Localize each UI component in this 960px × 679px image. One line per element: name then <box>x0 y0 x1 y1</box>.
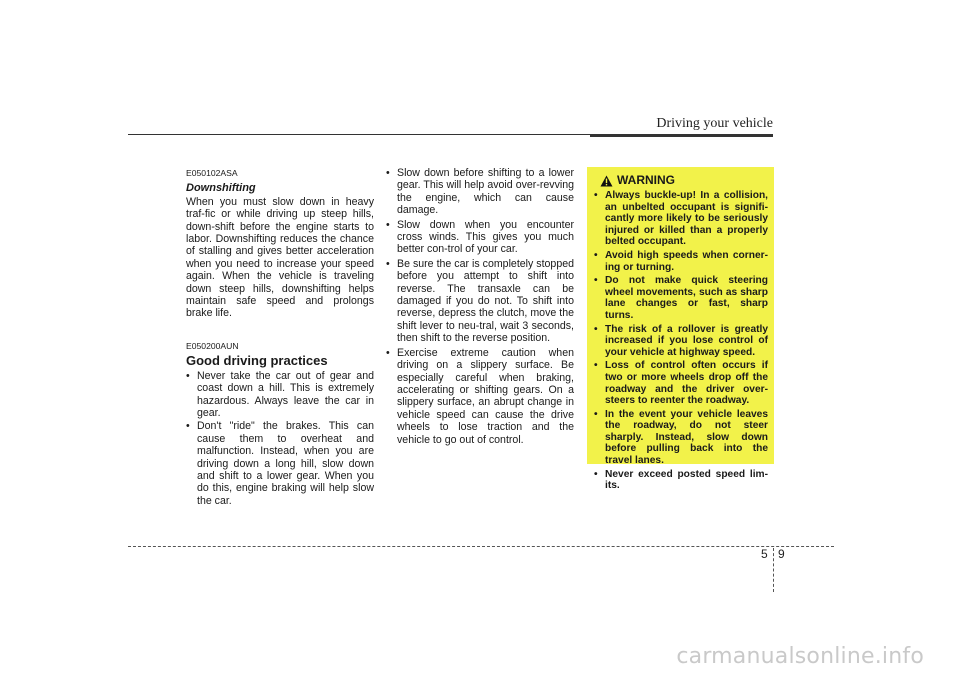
bullet-icon: • <box>186 420 190 433</box>
list-item: • Always buckle-up! In a collision, an unbelted occupant is signifi-cantly more likely to be seriously injured or killed than a properly belted occupant. <box>594 190 768 248</box>
section-title-good-driving: Good driving practices <box>186 353 328 369</box>
list-item: • Do not make quick steering wheel movements, such as sharp lane changes or fast, sharp turns. <box>594 275 768 321</box>
watermark: carmanualsonline.info <box>676 644 924 669</box>
page-number-divider <box>773 548 774 592</box>
section-code: E050102ASA <box>186 168 238 178</box>
list-item: • Slow down before shifting to a lower gear. This will help avoid over-revving the engine, which can cause damage. <box>386 167 574 217</box>
bullet-list-col2 <box>386 167 574 446</box>
warning-box <box>587 167 774 492</box>
list-item: • Avoid high speeds when corner-ing or turning. <box>594 249 768 273</box>
bullet-icon: • <box>386 167 390 179</box>
section-code: E050200AUN <box>186 340 239 351</box>
downshifting-paragraph: When you must slow down in heavy traf-fic or while driving up steep hills, down-shift before the engine starts to labor. Downshifting reduces the chance of stalling and gives better acceleration when you need to increase your speed again. When the vehicle is traveling down steep hills, downshifting helps maintain safe speed and prolongs brake life. <box>186 195 374 320</box>
bullet-icon: • <box>386 346 390 359</box>
list-item: • Don't "ride" the brakes. This can cause them to overheat and malfunction. Instead, when you are driving down a long hill, slow down and shift to a lower gear. When you do this, engine braking will help slow the car. <box>186 420 374 507</box>
footer-rule <box>128 546 834 547</box>
bullet-icon: • <box>594 468 598 480</box>
warning-header <box>600 175 768 187</box>
list-item: • Exercise extreme caution when driving on a slippery surface. Be especially careful when braking, accelerating or shifting gears. On a slippery surface, an abrupt change in vehicle speed can cause the drive wheels to lose traction and the vehicle to go out of control. <box>386 346 574 446</box>
list-item: • The risk of a rollover is greatly increased if you lose control of your vehicle at highway speed. <box>594 323 768 358</box>
bullet-icon: • <box>594 275 598 287</box>
page-number-chapter: 5 <box>761 547 768 561</box>
middle-column <box>386 167 574 448</box>
left-column <box>186 167 374 508</box>
bullet-list-col1 <box>186 370 374 507</box>
list-item: • Never exceed posted speed lim-its. <box>594 468 768 492</box>
warning-list <box>594 190 768 492</box>
bullet-icon: • <box>386 218 390 231</box>
list-item: • Be sure the car is completely stopped before you attempt to shift into reverse. The transaxle can be damaged if you do not. To shift into reverse, depress the clutch, move the shift lever to neu-tral, wait 3 seconds, then shift to the reverse position. <box>386 257 574 345</box>
bullet-icon: • <box>594 360 598 372</box>
warning-title: WARNING <box>617 173 675 188</box>
bullet-icon: • <box>594 408 598 420</box>
page-header-title: Driving your vehicle <box>656 116 773 131</box>
bullet-icon: • <box>594 323 598 335</box>
bullet-icon: • <box>594 190 598 201</box>
list-item: • Loss of control often occurs if two or more wheels drop off the roadway and the driver over-steers to reenter the roadway. <box>594 360 768 407</box>
list-item: • Never take the car out of gear and coast down a hill. This is extremely hazardous. Always leave the car in gear. <box>186 369 374 419</box>
page-number-page: 9 <box>778 547 785 561</box>
bullet-icon: • <box>594 249 598 261</box>
warning-triangle-icon <box>600 175 613 187</box>
section-title-downshifting: Downshifting <box>186 182 256 195</box>
bullet-icon: • <box>186 369 190 382</box>
header-rule-accent <box>590 134 773 137</box>
list-item: • In the event your vehicle leaves the roadway, do not steer sharply. Instead, slow down before pulling back into the travel lanes. <box>594 408 768 467</box>
bullet-icon: • <box>386 257 390 270</box>
list-item: • Slow down when you encounter cross winds. This gives you much better con-trol of your car. <box>386 218 574 256</box>
